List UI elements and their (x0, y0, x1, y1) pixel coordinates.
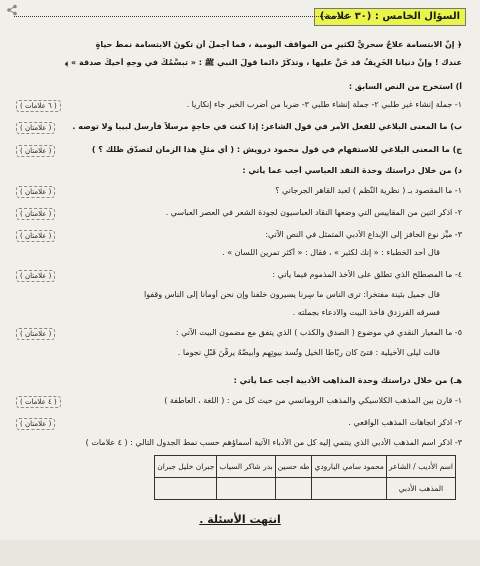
table-row-label: المذهب الأدبي (386, 478, 455, 500)
table-header-cell: بدر شاكر السياب (217, 456, 275, 478)
table-header-cell: طه حسين (275, 456, 312, 478)
table-header-row (155, 456, 456, 478)
section-e-q2-marks: ( علامتان ) (16, 418, 55, 430)
intro-line-2: عندك ! وإنْ دنيانا الخَرِيفُ قد حَنَّ عليها ، وتذكَّرْ دائماً قولَ النبي ﷺ : « تبسُّمُكَ في وجهِ أخيكَ صدقة » ﴾ (64, 58, 462, 67)
section-d-q3-quote: قال أحد الخطباء : « إنك لكثير » ، فقال : « أكثر تمرين اللسان » . (222, 248, 440, 257)
section-d-q2: ٢- اذكر اثنين من المقاييس التي وضعها النقاد العباسيون لجودة الشعر في العصر العباسي . (165, 208, 462, 217)
section-a-label: أ) استخرج من النص السابق : (348, 82, 462, 91)
section-d-intro: د) من خلال دراستك وحدة النقد العباسي أجب عما يأتي : (242, 166, 462, 175)
section-b-text: ب) ما المعنى البلاغي للفعل الأمر في قول الشاعر: إذا كنت في حاجةٍ مرسلاً فأرسل لبيباً ولا توصه . (72, 122, 462, 131)
intro-line-1: ﴿ إنَّ الابتسامة علاجٌ سحريٌّ لكثيرٍ من المواقف اليومية ، فما أجملَ أن تكونَ الابتسامة نمطَ حياةٍ (95, 40, 462, 49)
section-d-q4: ٤- ما المصطلح الذي تطلق على الأخذ المذموم فيما يأتي : (272, 270, 462, 279)
section-b-marks: ( علامتان ) (16, 122, 55, 134)
section-d-q5: ٥- ما المعيار النقدي في موضوع ( الصدق والكذب ) الذي يتفق مع مضمون البيت الآتي : (175, 328, 462, 337)
section-e-q3: ٣- اذكر اسم المذهب الأدبي الذي ينتمي إليه كل من الأدباء الآتية أسماؤهم حسب نمط الجدول التالي : ( ٤ علامات ) (85, 438, 462, 447)
section-d-q4-marks: ( علامتان ) (16, 270, 55, 282)
section-e-q2: ٢- اذكر اتجاهات المذهب الواقعي . (348, 418, 462, 427)
section-d-q5-marks: ( علامتان ) (16, 328, 55, 340)
section-d-q3: ٣- ميِّز نوع الحافز إلى الإبداع الأدبي المتمثل في النص الآتي: (265, 230, 462, 239)
section-d-q2-marks: ( علامتان ) (16, 208, 55, 220)
section-d-q4-verse-1: قال جميل بثينة مفتخراً: ترى الناس ما سِرنا يسيرون خلفنا وإن نحن أومأنا إلى الناس وقفوا (144, 290, 440, 299)
table-header-cell: اسم الأديب / الشاعر (386, 456, 455, 478)
page-bottom (0, 540, 480, 566)
table-cell (312, 478, 386, 500)
section-e-q1-marks: ( ٤ علامات ) (16, 396, 61, 408)
table-header-cell: محمود سامي البارودي (312, 456, 386, 478)
section-c-text: ج) ما المعنى البلاغي للاستفهام في قول محمود درويش : ( أي مثلٍ هذا الزمان لتصدّق ظلّك ؟ ) (91, 145, 462, 154)
table-header-cell: جبران خليل جبران (155, 456, 217, 478)
section-e-q1: ١- قارن بين المذهب الكلاسيكي والمذهب الرومانسي من حيث كل من : ( اللغة ، العاطفة ) (164, 396, 462, 405)
header-divider (14, 16, 351, 17)
section-c-marks: ( علامتان ) (16, 145, 55, 157)
section-d-q5-verse: قالت ليلى الأخيلية : فتىً كان ربّاطاً الخيل وتُسد بيوتِهِم وأبيضّهُ يرقّنَ قَبْلِ نجوما . (177, 348, 440, 357)
end-of-questions: انتهت الأسئلة . (199, 513, 281, 526)
section-a-marks: ( ٦ علامات ) (16, 100, 61, 112)
table-cell (217, 478, 275, 500)
authors-table (154, 455, 456, 500)
table-cell (275, 478, 312, 500)
section-d-q3-marks: ( علامتان ) (16, 230, 55, 242)
question-title: السؤال الخامس : (٣٠ علامة) (314, 8, 466, 26)
table-cell (155, 478, 217, 500)
section-d-q1: ١- ما المقصود بـ ( نظرية النَّظْم ) لعبد القاهر الجرجاني ؟ (275, 186, 462, 195)
table-row (155, 478, 456, 500)
section-d-q1-marks: ( علامتان ) (16, 186, 55, 198)
section-d-q4-verse-2: فسرقه الفرزدق فأخذ البيت والادعاء بجملته . (292, 308, 440, 317)
section-e-intro: هـ) من خلال دراستك وحدة المذاهب الأدبية أجب عما يأتي : (233, 376, 462, 385)
section-a-item: ١- جملة إنشاء غير طلبي ٢- جملة إنشاء طلبي ٣- ضرباً من أضرب الخبر جاء إنكارياً . (186, 100, 462, 109)
question-header (14, 8, 466, 28)
